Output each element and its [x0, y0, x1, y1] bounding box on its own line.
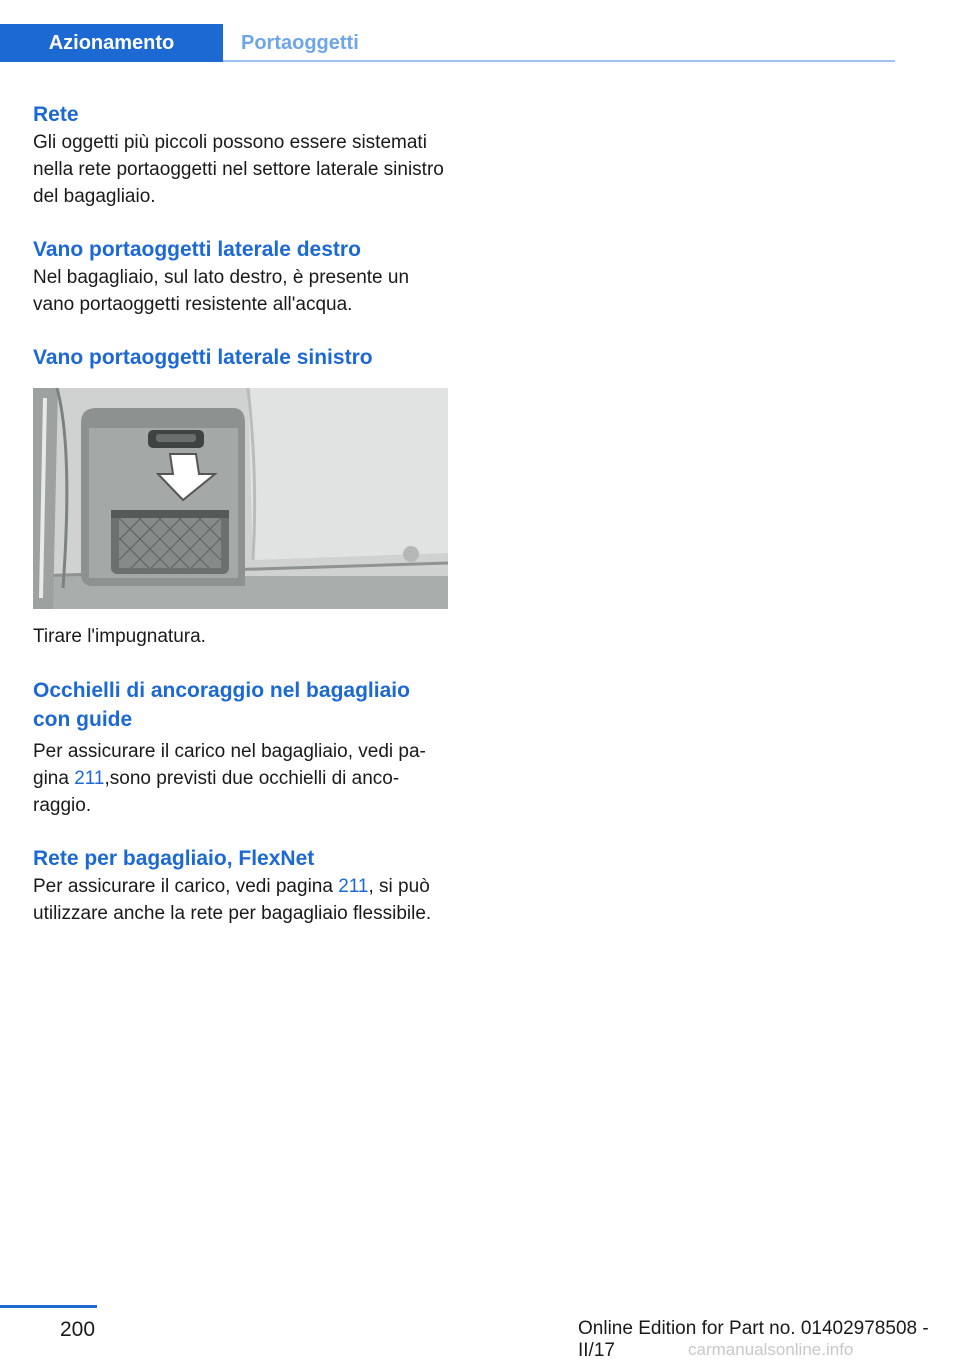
- section-title-occhielli: Occhielli di ancoraggio nel bagagliaio con guide: [33, 679, 410, 731]
- main-content: [33, 100, 448, 927]
- tab-portaoggetti[interactable]: Portaoggetti: [241, 31, 359, 54]
- storage-compartment-photo: [33, 388, 448, 609]
- section-title-vano-sinistro: Vano portaoggetti laterale sinistro: [33, 346, 373, 369]
- page-link-211[interactable]: 211: [338, 876, 369, 897]
- section-body-occhielli: [33, 738, 448, 819]
- edition-info: Online Edition for Part no. 01402978508 - II/17: [578, 1318, 929, 1361]
- section-title-flexnet: Rete per bagagliaio, FlexNet: [33, 847, 315, 870]
- page-header: [0, 24, 895, 62]
- body-text: , si può utilizzare anche la rete per bagagliaio flessibile.: [33, 876, 432, 924]
- section-title-vano-destro: Vano portaoggetti laterale destro: [33, 238, 361, 261]
- watermark: carmanualsonline.info: [688, 1340, 854, 1359]
- section-body-flexnet: [33, 873, 448, 927]
- header-divider: [223, 60, 895, 62]
- section-title-rete: Rete: [33, 103, 79, 126]
- body-text: Per assicurare il carico nel bagagliaio, vedi pagina: [33, 741, 426, 789]
- body-text: Per assicurare il carico, vedi pagina: [33, 876, 339, 897]
- section-body-vano-destro: Nel bagagliaio, sul lato destro, è presente un vano portaoggetti resistente all'acqua.: [33, 267, 410, 315]
- section-body-rete: Gli oggetti più piccoli possono essere sistemati nella rete portaoggetti nel settore laterale sinistro del bagagliaio.: [33, 132, 444, 207]
- page-number: 200: [60, 1318, 96, 1341]
- body-text: ,sono previsti due occhielli di ancoraggio.: [33, 768, 400, 816]
- tab-azionamento[interactable]: Azionamento: [0, 24, 223, 62]
- footer-rule: [0, 1305, 97, 1308]
- page-link-211[interactable]: 211: [74, 768, 105, 789]
- figure-caption: Tirare l'impugnatura.: [33, 626, 206, 647]
